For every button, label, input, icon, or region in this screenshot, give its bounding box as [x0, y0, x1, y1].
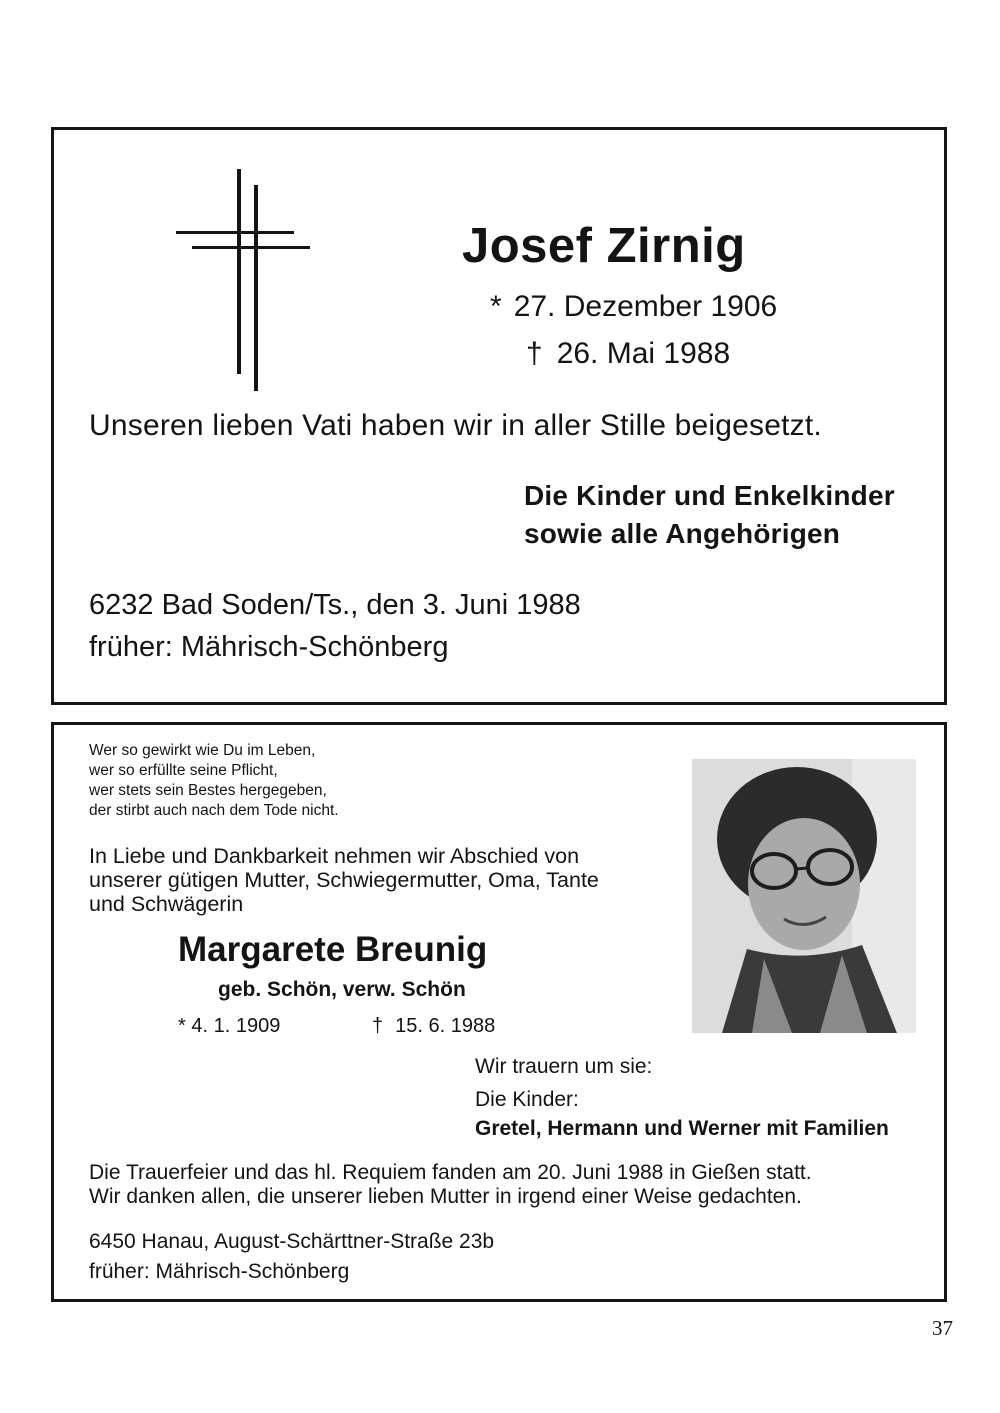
death-date-line [372, 1015, 495, 1038]
page-number: 37 [932, 1316, 953, 1340]
poem-line: der stirbt auch nach dem Tode nicht. [89, 802, 339, 819]
death-dagger: † [372, 1015, 384, 1037]
obituary-margarete-breunig [51, 722, 947, 1302]
portrait-photo [692, 759, 916, 1033]
death-dagger: † [526, 337, 543, 370]
burial-message: Unseren lieben Vati haben wir in aller Stille beigesetzt. [89, 409, 822, 442]
birth-star: * [178, 1015, 186, 1037]
former-residence: früher: Mährisch-Schönberg [89, 1260, 350, 1283]
intro-line: unserer gütigen Mutter, Schwiegermutter, Oma, Tante [89, 868, 599, 892]
requiem-line: Wir danken allen, die unserer lieben Mutter in irgend einer Weise gedachten. [89, 1185, 802, 1208]
mourners-names: Gretel, Hermann und Werner mit Familien [475, 1117, 889, 1140]
birth-date-line [178, 1015, 280, 1038]
signature-line: Die Kinder und Enkelkinder [524, 480, 895, 511]
obituary-josef-zirnig [51, 127, 947, 705]
birth-date-line [490, 290, 777, 324]
birth-date: 4. 1. 1909 [191, 1015, 281, 1037]
mourners-label: Die Kinder: [475, 1088, 579, 1111]
requiem-line: Die Trauerfeier und das hl. Requiem fanden am 20. Juni 1988 in Gießen statt. [89, 1161, 812, 1184]
death-date-line [526, 337, 730, 371]
mourners-intro: Wir trauern um sie: [475, 1055, 653, 1078]
deceased-name: Josef Zirnig [462, 219, 746, 273]
former-residence: früher: Mährisch-Schönberg [89, 631, 449, 663]
poem-line: wer stets sein Bestes hergegeben, [89, 782, 327, 799]
death-date: 26. Mai 1988 [556, 337, 731, 370]
birth-date: 27. Dezember 1906 [513, 290, 778, 323]
address: 6450 Hanau, August-Schärttner-Straße 23b [89, 1230, 495, 1253]
poem-line: Wer so gewirkt wie Du im Leben, [89, 742, 316, 759]
deceased-name: Margarete Breunig [178, 930, 488, 969]
intro-line: und Schwägerin [89, 892, 244, 916]
poem-line: wer so erfüllte seine Pflicht, [89, 762, 278, 779]
signature-line: sowie alle Angehörigen [524, 518, 841, 549]
birth-star: * [490, 290, 502, 323]
maiden-name: geb. Schön, verw. Schön [218, 978, 466, 1001]
intro-line: In Liebe und Dankbarkeit nehmen wir Abschied von [89, 844, 580, 868]
death-date: 15. 6. 1988 [395, 1015, 496, 1037]
place-date: 6232 Bad Soden/Ts., den 3. Juni 1988 [89, 589, 581, 621]
